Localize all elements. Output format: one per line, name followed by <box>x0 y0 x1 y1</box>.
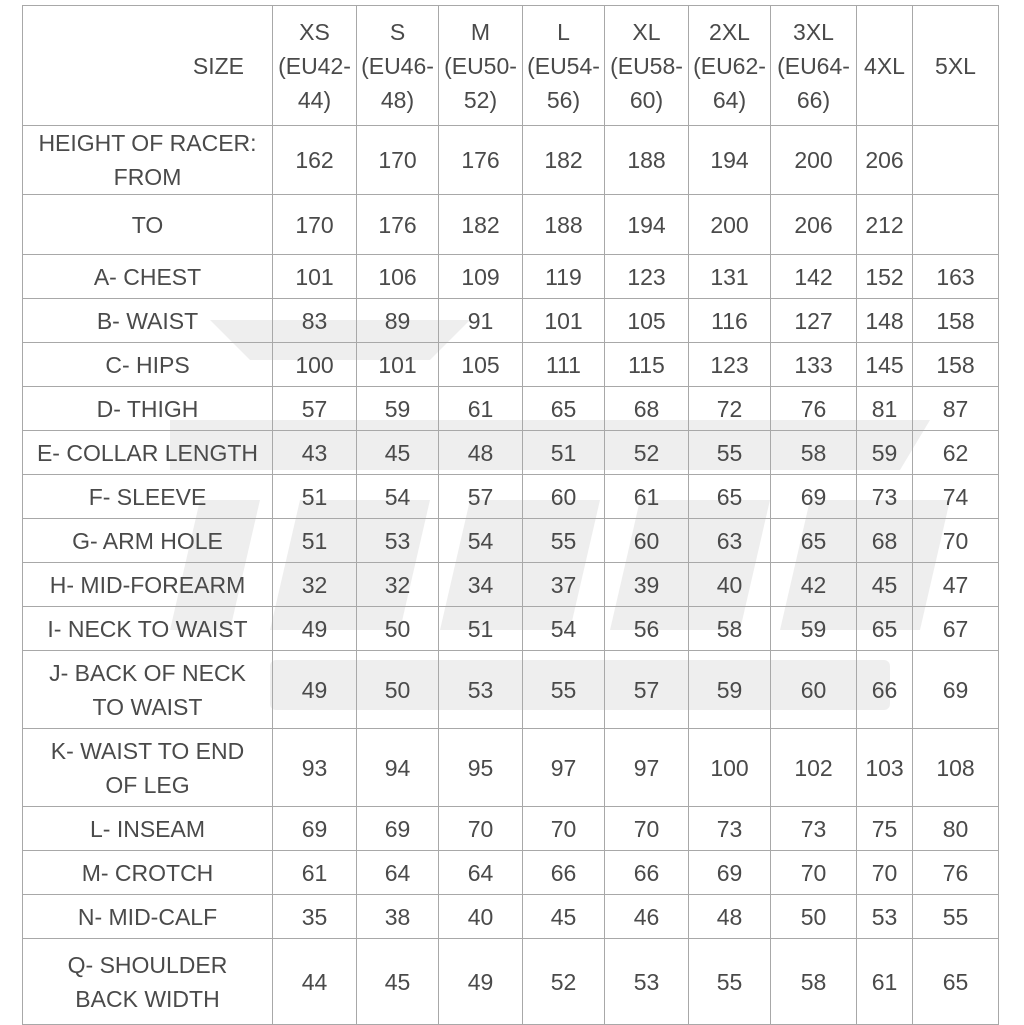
measurement-value: 70 <box>605 807 689 851</box>
measurement-value: 70 <box>913 519 999 563</box>
measurement-value: 46 <box>605 895 689 939</box>
measurement-value: 73 <box>771 807 857 851</box>
measurement-value: 76 <box>771 387 857 431</box>
measurement-value: 59 <box>357 387 439 431</box>
measurement-value: 94 <box>357 729 439 807</box>
measurement-value: 69 <box>689 851 771 895</box>
height-to-value: 188 <box>523 195 605 255</box>
measurement-value: 61 <box>605 475 689 519</box>
measurement-value: 70 <box>523 807 605 851</box>
measurement-value: 37 <box>523 563 605 607</box>
measurement-value: 61 <box>857 939 913 1025</box>
size-header-xl: XL (EU58- 60) <box>605 6 689 126</box>
measurement-label: C- HIPS <box>23 343 273 387</box>
measurement-value: 115 <box>605 343 689 387</box>
measurement-label: I- NECK TO WAIST <box>23 607 273 651</box>
measurement-value: 70 <box>857 851 913 895</box>
measurement-value: 158 <box>913 299 999 343</box>
measurement-value: 48 <box>439 431 523 475</box>
height-from-value: 188 <box>605 126 689 195</box>
measurement-value: 66 <box>857 651 913 729</box>
measurement-row <box>23 563 999 607</box>
measurement-value: 59 <box>771 607 857 651</box>
measurement-value: 70 <box>771 851 857 895</box>
measurement-value: 51 <box>273 475 357 519</box>
measurement-value: 116 <box>689 299 771 343</box>
size-header-2xl: 2XL (EU62- 64) <box>689 6 771 126</box>
measurement-value: 83 <box>273 299 357 343</box>
measurement-value: 60 <box>523 475 605 519</box>
measurement-value: 75 <box>857 807 913 851</box>
measurement-row <box>23 729 999 807</box>
measurement-value: 54 <box>439 519 523 563</box>
measurement-value: 57 <box>605 651 689 729</box>
height-from-value: 194 <box>689 126 771 195</box>
height-to-label: TO <box>23 195 273 255</box>
measurement-value: 80 <box>913 807 999 851</box>
measurement-value: 62 <box>913 431 999 475</box>
measurement-row <box>23 851 999 895</box>
measurement-value: 100 <box>689 729 771 807</box>
measurement-value: 55 <box>523 519 605 563</box>
measurement-value: 48 <box>689 895 771 939</box>
measurement-label: K- WAIST TO END OF LEG <box>23 729 273 807</box>
measurement-value: 45 <box>523 895 605 939</box>
measurement-row <box>23 651 999 729</box>
measurement-value: 52 <box>523 939 605 1025</box>
measurement-value: 65 <box>523 387 605 431</box>
measurement-value: 55 <box>689 431 771 475</box>
measurement-value: 105 <box>605 299 689 343</box>
measurement-value: 66 <box>605 851 689 895</box>
measurement-value: 53 <box>857 895 913 939</box>
measurement-value: 119 <box>523 255 605 299</box>
measurement-row <box>23 387 999 431</box>
measurement-value: 67 <box>913 607 999 651</box>
measurement-value: 63 <box>689 519 771 563</box>
measurement-label: G- ARM HOLE <box>23 519 273 563</box>
measurement-value: 59 <box>689 651 771 729</box>
measurement-value: 69 <box>357 807 439 851</box>
measurement-value: 69 <box>913 651 999 729</box>
measurement-row <box>23 807 999 851</box>
height-to-value: 182 <box>439 195 523 255</box>
measurement-value: 145 <box>857 343 913 387</box>
measurement-value: 89 <box>357 299 439 343</box>
size-chart-table <box>22 5 999 1025</box>
height-to-value: 212 <box>857 195 913 255</box>
measurement-value: 52 <box>605 431 689 475</box>
size-header-xs: XS (EU42- 44) <box>273 6 357 126</box>
measurement-value: 74 <box>913 475 999 519</box>
measurement-value: 103 <box>857 729 913 807</box>
height-from-label: HEIGHT OF RACER: FROM <box>23 126 273 195</box>
measurement-row <box>23 299 999 343</box>
height-from-value: 182 <box>523 126 605 195</box>
measurement-value: 131 <box>689 255 771 299</box>
measurement-value: 69 <box>771 475 857 519</box>
height-from-value: 206 <box>857 126 913 195</box>
measurement-value: 53 <box>357 519 439 563</box>
measurement-label: J- BACK OF NECK TO WAIST <box>23 651 273 729</box>
measurement-row <box>23 343 999 387</box>
height-to-value: 200 <box>689 195 771 255</box>
height-from-value <box>913 126 999 195</box>
measurement-value: 32 <box>357 563 439 607</box>
size-header-s: S (EU46- 48) <box>357 6 439 126</box>
size-chart-body <box>23 6 999 1025</box>
measurement-value: 34 <box>439 563 523 607</box>
measurement-value: 53 <box>439 651 523 729</box>
measurement-value: 51 <box>523 431 605 475</box>
measurement-value: 64 <box>439 851 523 895</box>
measurement-value: 65 <box>857 607 913 651</box>
measurement-value: 123 <box>605 255 689 299</box>
measurement-row <box>23 255 999 299</box>
measurement-value: 40 <box>689 563 771 607</box>
measurement-value: 50 <box>357 651 439 729</box>
measurement-value: 39 <box>605 563 689 607</box>
measurement-label: A- CHEST <box>23 255 273 299</box>
measurement-row <box>23 519 999 563</box>
measurement-value: 54 <box>357 475 439 519</box>
measurement-value: 44 <box>273 939 357 1025</box>
measurement-value: 65 <box>913 939 999 1025</box>
measurement-row <box>23 475 999 519</box>
measurement-row <box>23 607 999 651</box>
measurement-value: 76 <box>913 851 999 895</box>
height-to-value: 194 <box>605 195 689 255</box>
measurement-value: 45 <box>357 431 439 475</box>
measurement-value: 163 <box>913 255 999 299</box>
measurement-value: 58 <box>689 607 771 651</box>
measurement-value: 73 <box>857 475 913 519</box>
measurement-value: 60 <box>771 651 857 729</box>
height-to-value: 206 <box>771 195 857 255</box>
measurement-value: 65 <box>771 519 857 563</box>
measurement-label: B- WAIST <box>23 299 273 343</box>
measurement-value: 57 <box>439 475 523 519</box>
measurement-label: F- SLEEVE <box>23 475 273 519</box>
measurement-value: 111 <box>523 343 605 387</box>
measurement-value: 40 <box>439 895 523 939</box>
height-from-value: 176 <box>439 126 523 195</box>
measurement-row <box>23 431 999 475</box>
measurement-value: 49 <box>439 939 523 1025</box>
measurement-value: 61 <box>273 851 357 895</box>
measurement-value: 101 <box>273 255 357 299</box>
measurement-value: 133 <box>771 343 857 387</box>
measurement-value: 54 <box>523 607 605 651</box>
height-to-value: 170 <box>273 195 357 255</box>
measurement-value: 127 <box>771 299 857 343</box>
measurement-value: 69 <box>273 807 357 851</box>
measurement-value: 108 <box>913 729 999 807</box>
measurement-value: 97 <box>523 729 605 807</box>
measurement-value: 50 <box>771 895 857 939</box>
measurement-value: 61 <box>439 387 523 431</box>
shoulder-row <box>23 939 999 1025</box>
height-from-value: 170 <box>357 126 439 195</box>
size-header-label: SIZE <box>23 6 273 126</box>
measurement-value: 106 <box>357 255 439 299</box>
measurement-value: 142 <box>771 255 857 299</box>
measurement-value: 158 <box>913 343 999 387</box>
measurement-value: 32 <box>273 563 357 607</box>
measurement-value: 100 <box>273 343 357 387</box>
measurement-value: 70 <box>439 807 523 851</box>
size-header-m: M (EU50- 52) <box>439 6 523 126</box>
measurement-value: 49 <box>273 607 357 651</box>
measurement-value: 68 <box>605 387 689 431</box>
height-from-value: 162 <box>273 126 357 195</box>
measurement-value: 97 <box>605 729 689 807</box>
measurement-value: 59 <box>857 431 913 475</box>
measurement-value: 55 <box>689 939 771 1025</box>
height-to-value <box>913 195 999 255</box>
measurement-value: 68 <box>857 519 913 563</box>
measurement-value: 56 <box>605 607 689 651</box>
measurement-value: 43 <box>273 431 357 475</box>
measurement-value: 45 <box>357 939 439 1025</box>
measurement-value: 42 <box>771 563 857 607</box>
measurement-value: 66 <box>523 851 605 895</box>
measurement-value: 102 <box>771 729 857 807</box>
measurement-row <box>23 895 999 939</box>
measurement-value: 123 <box>689 343 771 387</box>
header-row <box>23 6 999 126</box>
measurement-value: 58 <box>771 939 857 1025</box>
height-to-row <box>23 195 999 255</box>
height-from-row <box>23 126 999 195</box>
measurement-value: 152 <box>857 255 913 299</box>
height-to-value: 176 <box>357 195 439 255</box>
measurement-value: 65 <box>689 475 771 519</box>
height-from-value: 200 <box>771 126 857 195</box>
measurement-value: 73 <box>689 807 771 851</box>
measurement-value: 105 <box>439 343 523 387</box>
measurement-label: D- THIGH <box>23 387 273 431</box>
size-header-4xl: 4XL <box>857 6 913 126</box>
measurement-value: 87 <box>913 387 999 431</box>
measurement-value: 53 <box>605 939 689 1025</box>
measurement-value: 72 <box>689 387 771 431</box>
measurement-value: 93 <box>273 729 357 807</box>
measurement-label: L- INSEAM <box>23 807 273 851</box>
size-header-l: L (EU54- 56) <box>523 6 605 126</box>
measurement-value: 49 <box>273 651 357 729</box>
measurement-value: 81 <box>857 387 913 431</box>
measurement-value: 50 <box>357 607 439 651</box>
measurement-value: 51 <box>439 607 523 651</box>
measurement-value: 47 <box>913 563 999 607</box>
measurement-value: 101 <box>523 299 605 343</box>
measurement-label: N- MID-CALF <box>23 895 273 939</box>
size-header-5xl: 5XL <box>913 6 999 126</box>
size-header-3xl: 3XL (EU64- 66) <box>771 6 857 126</box>
measurement-value: 55 <box>913 895 999 939</box>
measurement-value: 51 <box>273 519 357 563</box>
measurement-value: 57 <box>273 387 357 431</box>
measurement-value: 101 <box>357 343 439 387</box>
measurement-label: Q- SHOULDER BACK WIDTH <box>23 939 273 1025</box>
measurement-value: 45 <box>857 563 913 607</box>
measurement-label: M- CROTCH <box>23 851 273 895</box>
measurement-value: 58 <box>771 431 857 475</box>
measurement-value: 148 <box>857 299 913 343</box>
measurement-value: 60 <box>605 519 689 563</box>
measurement-value: 91 <box>439 299 523 343</box>
measurement-label: E- COLLAR LENGTH <box>23 431 273 475</box>
measurement-value: 109 <box>439 255 523 299</box>
measurement-value: 95 <box>439 729 523 807</box>
measurement-label: H- MID-FOREARM <box>23 563 273 607</box>
measurement-value: 64 <box>357 851 439 895</box>
measurement-value: 38 <box>357 895 439 939</box>
measurement-value: 35 <box>273 895 357 939</box>
measurement-value: 55 <box>523 651 605 729</box>
